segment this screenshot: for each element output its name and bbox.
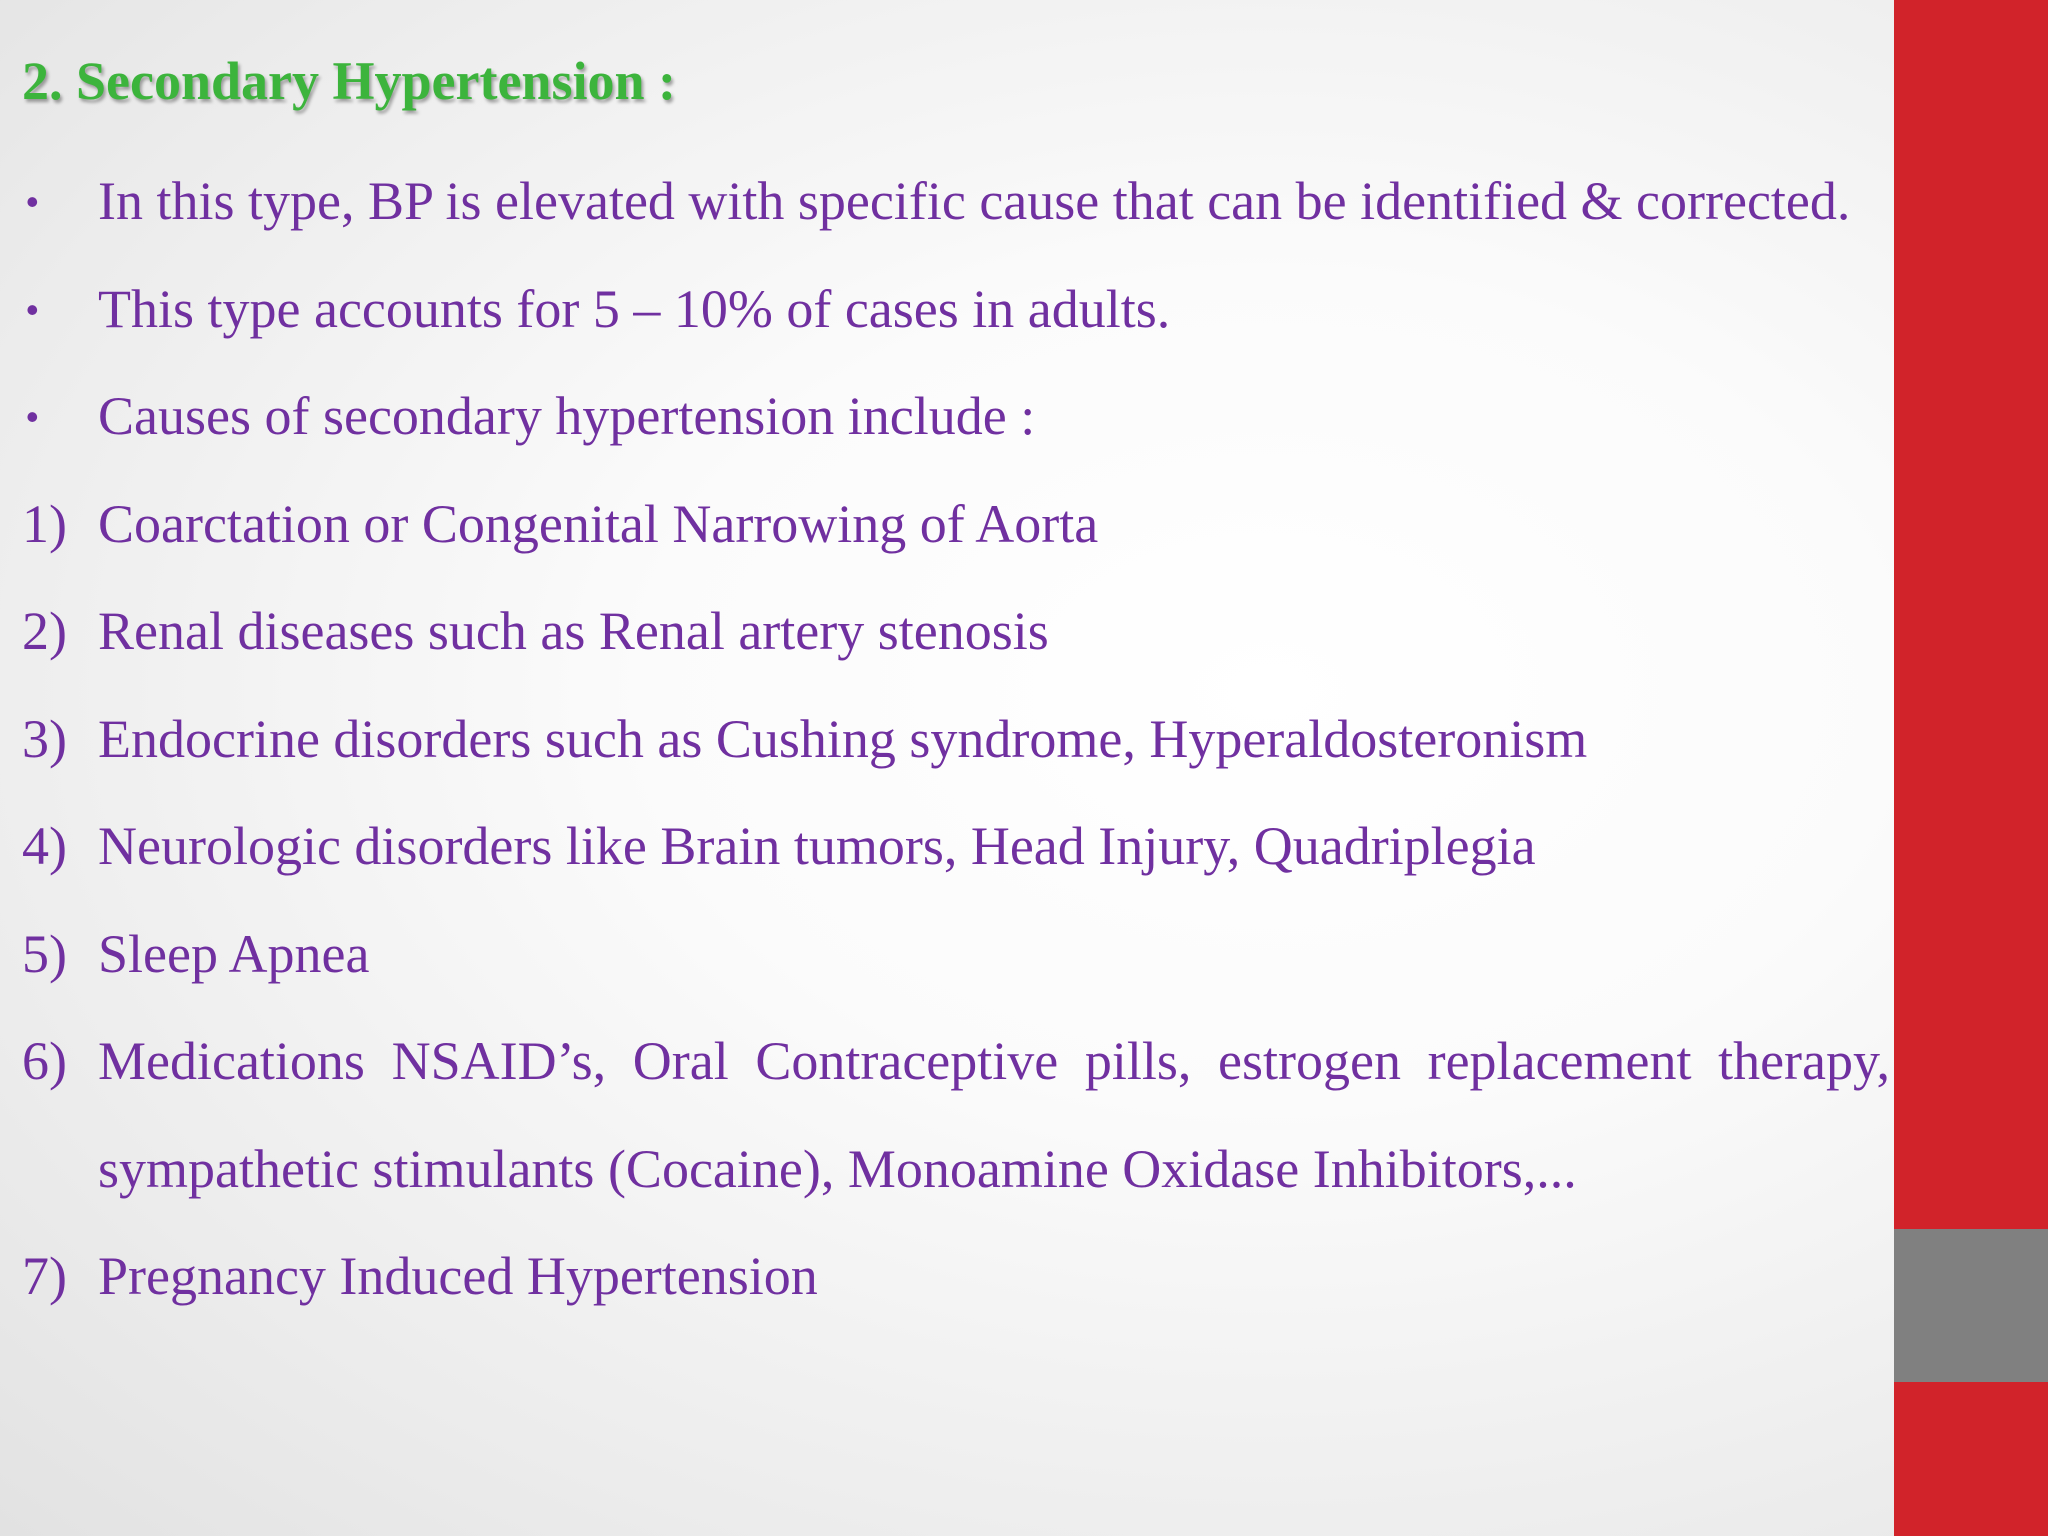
cause-number: 3) bbox=[22, 708, 67, 769]
slide-content bbox=[22, 44, 1890, 1331]
bullet-icon: • bbox=[26, 181, 39, 222]
bullet-item bbox=[22, 363, 1890, 471]
bullet-text: This type accounts for 5 – 10% of cases in adults. bbox=[98, 278, 1171, 339]
cause-number: 7) bbox=[22, 1246, 67, 1306]
cause-text: Neurologic disorders like Brain tumors, Head Injury, Quadriplegia bbox=[98, 816, 1536, 876]
slide-title: 2. Secondary Hypertension : bbox=[22, 51, 676, 111]
cause-number: 4) bbox=[22, 816, 67, 876]
cause-item bbox=[22, 793, 1890, 901]
bullet-item bbox=[22, 256, 1890, 364]
cause-item bbox=[22, 471, 1890, 579]
cause-item bbox=[22, 901, 1890, 1009]
cause-text: Sleep Apnea bbox=[98, 923, 370, 984]
cause-number: 5) bbox=[22, 923, 67, 984]
accent-bar-gray bbox=[1894, 1229, 2048, 1382]
cause-text: Renal diseases such as Renal artery stenosis bbox=[98, 601, 1049, 661]
bullet-text: Causes of secondary hypertension include : bbox=[98, 386, 1036, 446]
cause-item bbox=[22, 1008, 1890, 1223]
cause-item bbox=[22, 578, 1890, 686]
bullet-icon: • bbox=[26, 288, 39, 330]
cause-number: 2) bbox=[22, 601, 67, 661]
bullet-text: In this type, BP is elevated with specific cause that can be identified & corrected. bbox=[98, 171, 1851, 231]
cause-item bbox=[22, 686, 1890, 794]
bullet-icon: • bbox=[26, 396, 39, 437]
cause-text: Coarctation or Congenital Narrowing of Aorta bbox=[98, 493, 1099, 554]
cause-text: Medications NSAID’s, Oral Contraceptive pills, estrogen replacement therapy, sympathetic stimulants (Cocaine), Monoamine Oxidase Inhibitors,... bbox=[98, 1031, 1890, 1199]
cause-number: 1) bbox=[22, 493, 67, 554]
cause-text: Endocrine disorders such as Cushing syndrome, Hyperaldosteronism bbox=[98, 708, 1588, 769]
cause-item bbox=[22, 1223, 1890, 1331]
cause-number: 6) bbox=[22, 1031, 67, 1091]
bullet-item bbox=[22, 148, 1890, 256]
cause-text: Pregnancy Induced Hypertension bbox=[98, 1246, 818, 1306]
